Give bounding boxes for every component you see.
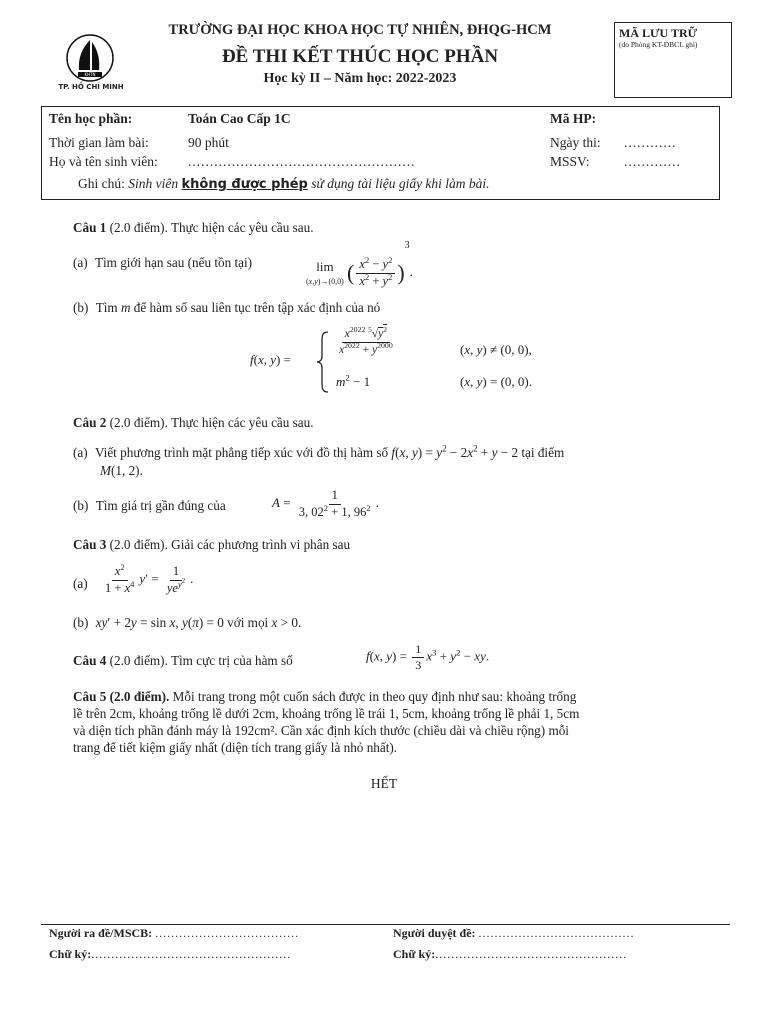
signature2-label: Chữ ký:: [393, 947, 436, 961]
q1a-text: Tìm giới hạn sau (nếu tồn tại): [94, 255, 253, 270]
note-label: Ghi chú:: [78, 176, 125, 191]
q2b-label: (b): [73, 498, 89, 513]
signature2-field[interactable]: ................................................: [435, 947, 628, 961]
q1-heading: [73, 220, 314, 236]
signature1-field[interactable]: ..................................................: [91, 947, 292, 961]
course-value: Toán Cao Cấp 1C: [188, 111, 291, 126]
course-label: Tên học phần:: [49, 111, 133, 126]
q2-heading: [73, 415, 314, 431]
archive-box-note: (do Phòng KT-ĐBCL ghi): [619, 40, 698, 49]
logo-bottom-text: TP. HỒ CHÍ MINH: [58, 83, 124, 91]
author-label: Người ra đề/MSCB:: [49, 926, 153, 940]
logo-center-text: KHTN: [84, 72, 96, 77]
q5-points: (2.0 điểm).: [109, 689, 170, 704]
q2b: [73, 498, 226, 514]
q3-heading: [73, 537, 350, 553]
q3a-label: (a): [73, 576, 88, 591]
q2a-text: Viết phương trình mặt phẳng tiếp xúc với đồ thị hàm số: [94, 445, 389, 460]
author-field-row: [49, 926, 299, 941]
university-name: TRƯỜNG ĐẠI HỌC KHOA HỌC TỰ NHIÊN, ĐHQG-HCM: [168, 22, 552, 38]
q5-title: Câu 5: [73, 689, 107, 704]
q1b-text-pre: Tìm: [95, 300, 118, 315]
q4: [73, 653, 293, 669]
q2-points: (2.0 điểm).: [109, 415, 168, 430]
q2-title: Câu 2: [73, 415, 107, 430]
q1b-label: (b): [73, 300, 89, 315]
q3a-equation: $\frac{x^2}{1 + x^4}$ y′ = $\frac{1}{ye^{y^2}}$ .: [105, 561, 194, 595]
q2-text: Thực hiện các yêu cầu sau.: [170, 415, 314, 430]
q2b-formula: A = $\frac{1}{3, 02^2 + 1, 96^2}$ .: [272, 488, 379, 519]
q2a: [73, 445, 564, 461]
time-label: Thời gian làm bài:: [49, 135, 149, 150]
signature1-row: [49, 947, 291, 962]
q4-points: (2.0 điểm).: [109, 653, 168, 668]
student-name-label: Họ và tên sinh viên:: [49, 154, 158, 169]
course-code-label: Mã HP:: [550, 111, 597, 126]
q3b-text: với mọi: [227, 615, 269, 630]
q4-text: Tìm cực trị của hàm số: [170, 653, 293, 668]
q1b-piecewise-function: f(x, y) = $\frac{x^{2022} ^5√y^2}{x^{2022} + y^{2000}}$ (x, y) ≠ (0, 0), $m^2 - 1$ (x, y) = (0, 0).: [250, 328, 570, 396]
note-post: sử dụng tài liệu giấy khi làm bài.: [311, 176, 490, 191]
student-id-field[interactable]: .............: [624, 154, 681, 169]
q1b: [73, 300, 380, 316]
q1-points: (2.0 điểm).: [109, 220, 168, 235]
q1a: [73, 255, 252, 271]
q5-line1: Mỗi trang trong một cuốn sách được in theo quy định như sau: khoảng trống: [172, 689, 577, 704]
q2b-text: Tìm giá trị gần đúng của: [95, 498, 226, 513]
note-pre: Sinh viên: [128, 176, 179, 191]
approver-field-row: [393, 926, 635, 941]
note-line: [78, 176, 490, 192]
signature1-label: Chữ ký:: [49, 947, 92, 961]
end-marker: HẾT: [370, 776, 398, 791]
exam-title: ĐỀ THI KẾT THÚC HỌC PHẦN: [221, 46, 499, 67]
approver-field[interactable]: .......................................: [478, 926, 635, 940]
q2a-point: M(1, 2).: [100, 463, 143, 478]
q3b-equation: xy′ + 2y = sin x, y(π) = 0: [95, 615, 224, 630]
q1b-var: m: [120, 300, 131, 315]
q1a-limit-formula: lim (x,y)→(0,0) ( $\frac{x^2 - y^2}{x^2 + y^2}$ )$^3$.: [306, 240, 413, 288]
q4-function: f(x, y) = $\frac{1}{3}$ $x^3 + y^2$ − xy.: [366, 642, 490, 673]
semester-line: Học kỳ II – Năm học: 2022-2023: [263, 71, 457, 86]
student-name-field[interactable]: ....................................................: [188, 154, 416, 169]
course-info-box: [41, 106, 720, 200]
archive-code-box: [614, 22, 732, 98]
q5-line4: trang để tiết kiệm giấy nhất (diện tích trang giấy là nhỏ nhất).: [73, 740, 398, 755]
student-id-label: MSSV:: [550, 154, 590, 169]
q5: [73, 688, 723, 756]
q2a-text2: tại điểm: [521, 445, 565, 460]
q5-line2: lề trên 2cm, khoảng trống lề dưới 2cm, khoảng trống lề trái 1, 5cm, khoảng trống lề phải 1, 5cm: [73, 706, 580, 721]
q2a-label: (a): [73, 445, 88, 460]
archive-box-title: MÃ LƯU TRỮ: [619, 26, 698, 40]
q1b-text-post: để hàm số sau liên tục trên tập xác định của nó: [133, 300, 381, 315]
q3-title: Câu 3: [73, 537, 107, 552]
footer-rule: [41, 924, 730, 925]
university-logo: [38, 18, 142, 96]
time-value: 90 phút: [188, 135, 229, 150]
left-brace-icon: [316, 330, 330, 394]
q5-line3: và diện tích phần đánh máy là 192cm². Cần xác định kích thước (chiều dài và chiều rộng) mỗi: [73, 723, 569, 738]
note-bold: không được phép: [181, 177, 308, 192]
q3-text: Giải các phương trình vi phân sau: [171, 537, 351, 552]
q3b: [73, 615, 301, 631]
q3-points: (2.0 điểm).: [109, 537, 168, 552]
q1a-label: (a): [73, 255, 88, 270]
exam-date-field[interactable]: ............: [624, 135, 677, 150]
q1-title: Câu 1: [73, 220, 107, 235]
signature2-row: [393, 947, 627, 962]
exam-date-label: Ngày thi:: [550, 135, 601, 150]
q3b-condition: x > 0.: [271, 615, 302, 630]
approver-label: Người duyệt đề:: [393, 926, 476, 940]
q4-title: Câu 4: [73, 653, 107, 668]
q2a-function: f(x, $y) = y^2 - 2x^2 + y - 2$: [391, 443, 519, 460]
author-field[interactable]: ....................................: [155, 926, 300, 940]
q3b-label: (b): [73, 615, 89, 630]
q1-text: Thực hiện các yêu cầu sau.: [170, 220, 314, 235]
